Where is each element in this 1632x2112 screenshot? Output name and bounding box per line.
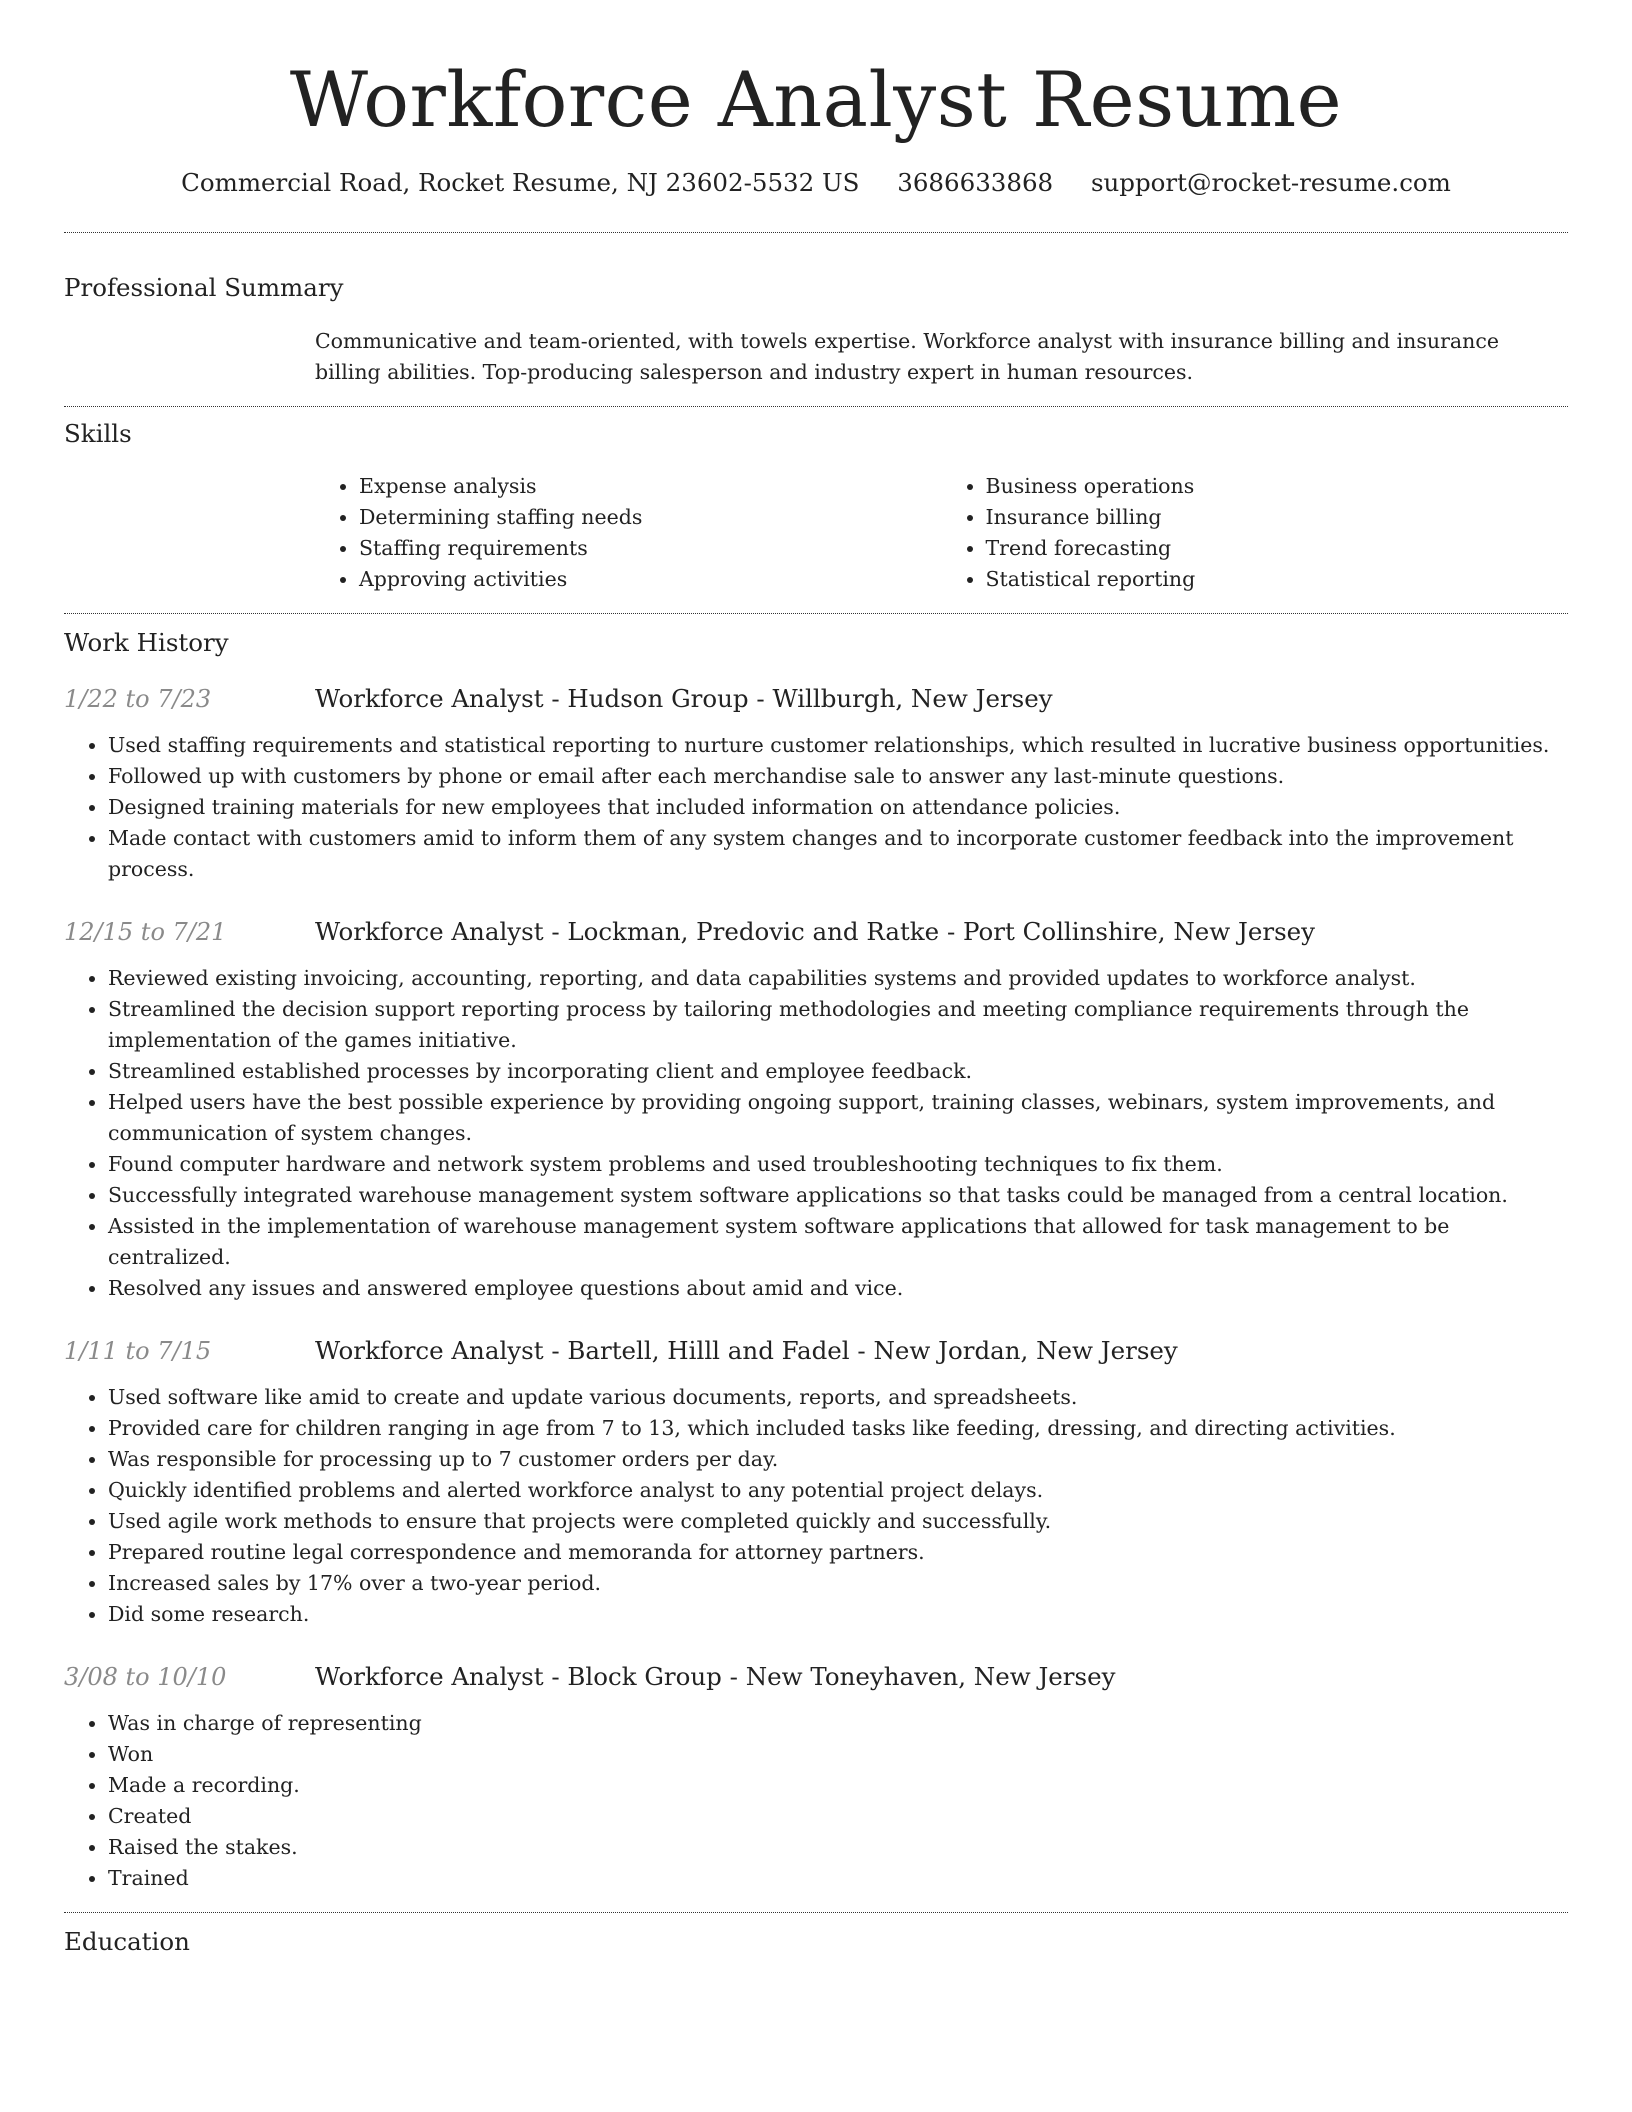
job-bullet: • Won [108,1739,1568,1770]
section-title-education: Education [64,1927,190,1956]
job-bullet: • Used software like amid to create and update various documents, reports, and spreadsheets. [108,1382,1568,1413]
job-bullet: • Made a recording. [108,1770,1568,1801]
job-bullet: • Resolved any issues and answered employee questions about amid and vice. [108,1273,1568,1304]
job-bullet: • Provided care for children ranging in age from 7 to 13, which included tasks like feeding, dressing, and directing activities. [108,1413,1568,1444]
job-bullet: • Streamlined the decision support reporting process by tailoring methodologies and meeting compliance requirements through the implementation of the games initiative. [108,994,1568,1056]
job-title: Workforce Analyst - Bartell, Hilll and Fadel - New Jordan, New Jersey [315,1336,1178,1365]
job-bullet: • Successfully integrated warehouse management system software applications so that tasks could be managed from a central location. [108,1180,1568,1211]
job-dates: 12/15 to 7/21 [64,918,227,946]
job-bullets [64,963,1568,1304]
job-bullet: • Made contact with customers amid to inform them of any system changes and to incorporate customer feedback into the improvement process. [108,823,1568,885]
contact-address: Commercial Road, Rocket Resume, NJ 23602-5532 US [181,168,860,197]
skill-item: • Statistical reporting [986,564,1569,595]
job-bullet: • Increased sales by 17% over a two-year period. [108,1568,1568,1599]
section-title-skills: Skills [64,419,132,448]
contact-email: support@rocket-resume.com [1090,168,1451,197]
job-title: Workforce Analyst - Block Group - New Toneyhaven, New Jersey [315,1662,1116,1691]
job-dates: 3/08 to 10/10 [64,1663,227,1691]
job-entry [64,1334,1568,1630]
skill-item: • Approving activities [359,564,942,595]
job-bullet: • Was in charge of representing [108,1708,1568,1739]
job-bullet: • Designed training materials for new employees that included information on attendance policies. [108,792,1568,823]
job-title: Workforce Analyst - Hudson Group - Willburgh, New Jersey [315,684,1053,713]
resume-page [64,0,1568,1957]
job-bullet: • Reviewed existing invoicing, accounting, reporting, and data capabilities systems and provided updates to workforce analyst. [108,963,1568,994]
skill-item: • Business operations [986,471,1569,502]
job-bullet: • Quickly identified problems and alerted workforce analyst to any potential project delays. [108,1475,1568,1506]
divider [64,406,1568,407]
job-bullet: • Used agile work methods to ensure that projects were completed quickly and successfully. [108,1506,1568,1537]
job-bullet: • Found computer hardware and network system problems and used troubleshooting techniques to fix them. [108,1149,1568,1180]
job-entry [64,682,1568,885]
resume-title: Workforce Analyst Resume [289,55,1343,144]
job-bullets [64,730,1568,885]
job-bullet: • Prepared routine legal correspondence and memoranda for attorney partners. [108,1537,1568,1568]
job-bullet: • Did some research. [108,1599,1568,1630]
contact-line [64,168,1568,197]
section-title-work-history: Work History [64,628,229,657]
job-bullet: • Assisted in the implementation of warehouse management system software applications that allowed for task management to be centralized. [108,1211,1568,1273]
skills-list [315,471,1568,595]
job-entry [64,1660,1568,1894]
skill-item: • Insurance billing [986,502,1569,533]
summary-text: Communicative and team-oriented, with towels expertise. Workforce analyst with insurance billing and insurance billing abilities. Top-producing salesperson and industry expert in human resources. [315,329,1499,384]
job-bullets [64,1708,1568,1894]
job-bullets [64,1382,1568,1630]
skill-item: • Expense analysis [359,471,942,502]
job-bullet: • Streamlined established processes by incorporating client and employee feedback. [108,1056,1568,1087]
skills-column-left [315,471,942,595]
job-dates: 1/22 to 7/23 [64,685,212,713]
skill-item: • Staffing requirements [359,533,942,564]
job-entry [64,915,1568,1304]
job-bullet: • Trained [108,1863,1568,1894]
section-title-summary: Professional Summary [64,273,344,302]
job-title: Workforce Analyst - Lockman, Predovic and Ratke - Port Collinshire, New Jersey [315,917,1315,946]
skill-item: • Trend forecasting [986,533,1569,564]
job-bullet: • Followed up with customers by phone or email after each merchandise sale to answer any last-minute questions. [108,761,1568,792]
job-bullet: • Was responsible for processing up to 7 customer orders per day. [108,1444,1568,1475]
divider [64,1912,1568,1913]
job-dates: 1/11 to 7/15 [64,1337,212,1365]
job-bullet: • Created [108,1801,1568,1832]
job-bullet: • Helped users have the best possible experience by providing ongoing support, training classes, webinars, system improvements, and communication of system changes. [108,1087,1568,1149]
divider [64,613,1568,614]
skills-column-right [942,471,1569,595]
job-bullet: • Raised the stakes. [108,1832,1568,1863]
skill-item: • Determining staffing needs [359,502,942,533]
contact-phone: 3686633868 [897,168,1054,197]
job-bullet: • Used staffing requirements and statistical reporting to nurture customer relationships, which resulted in lucrative business opportunities. [108,730,1568,761]
divider [64,232,1568,233]
